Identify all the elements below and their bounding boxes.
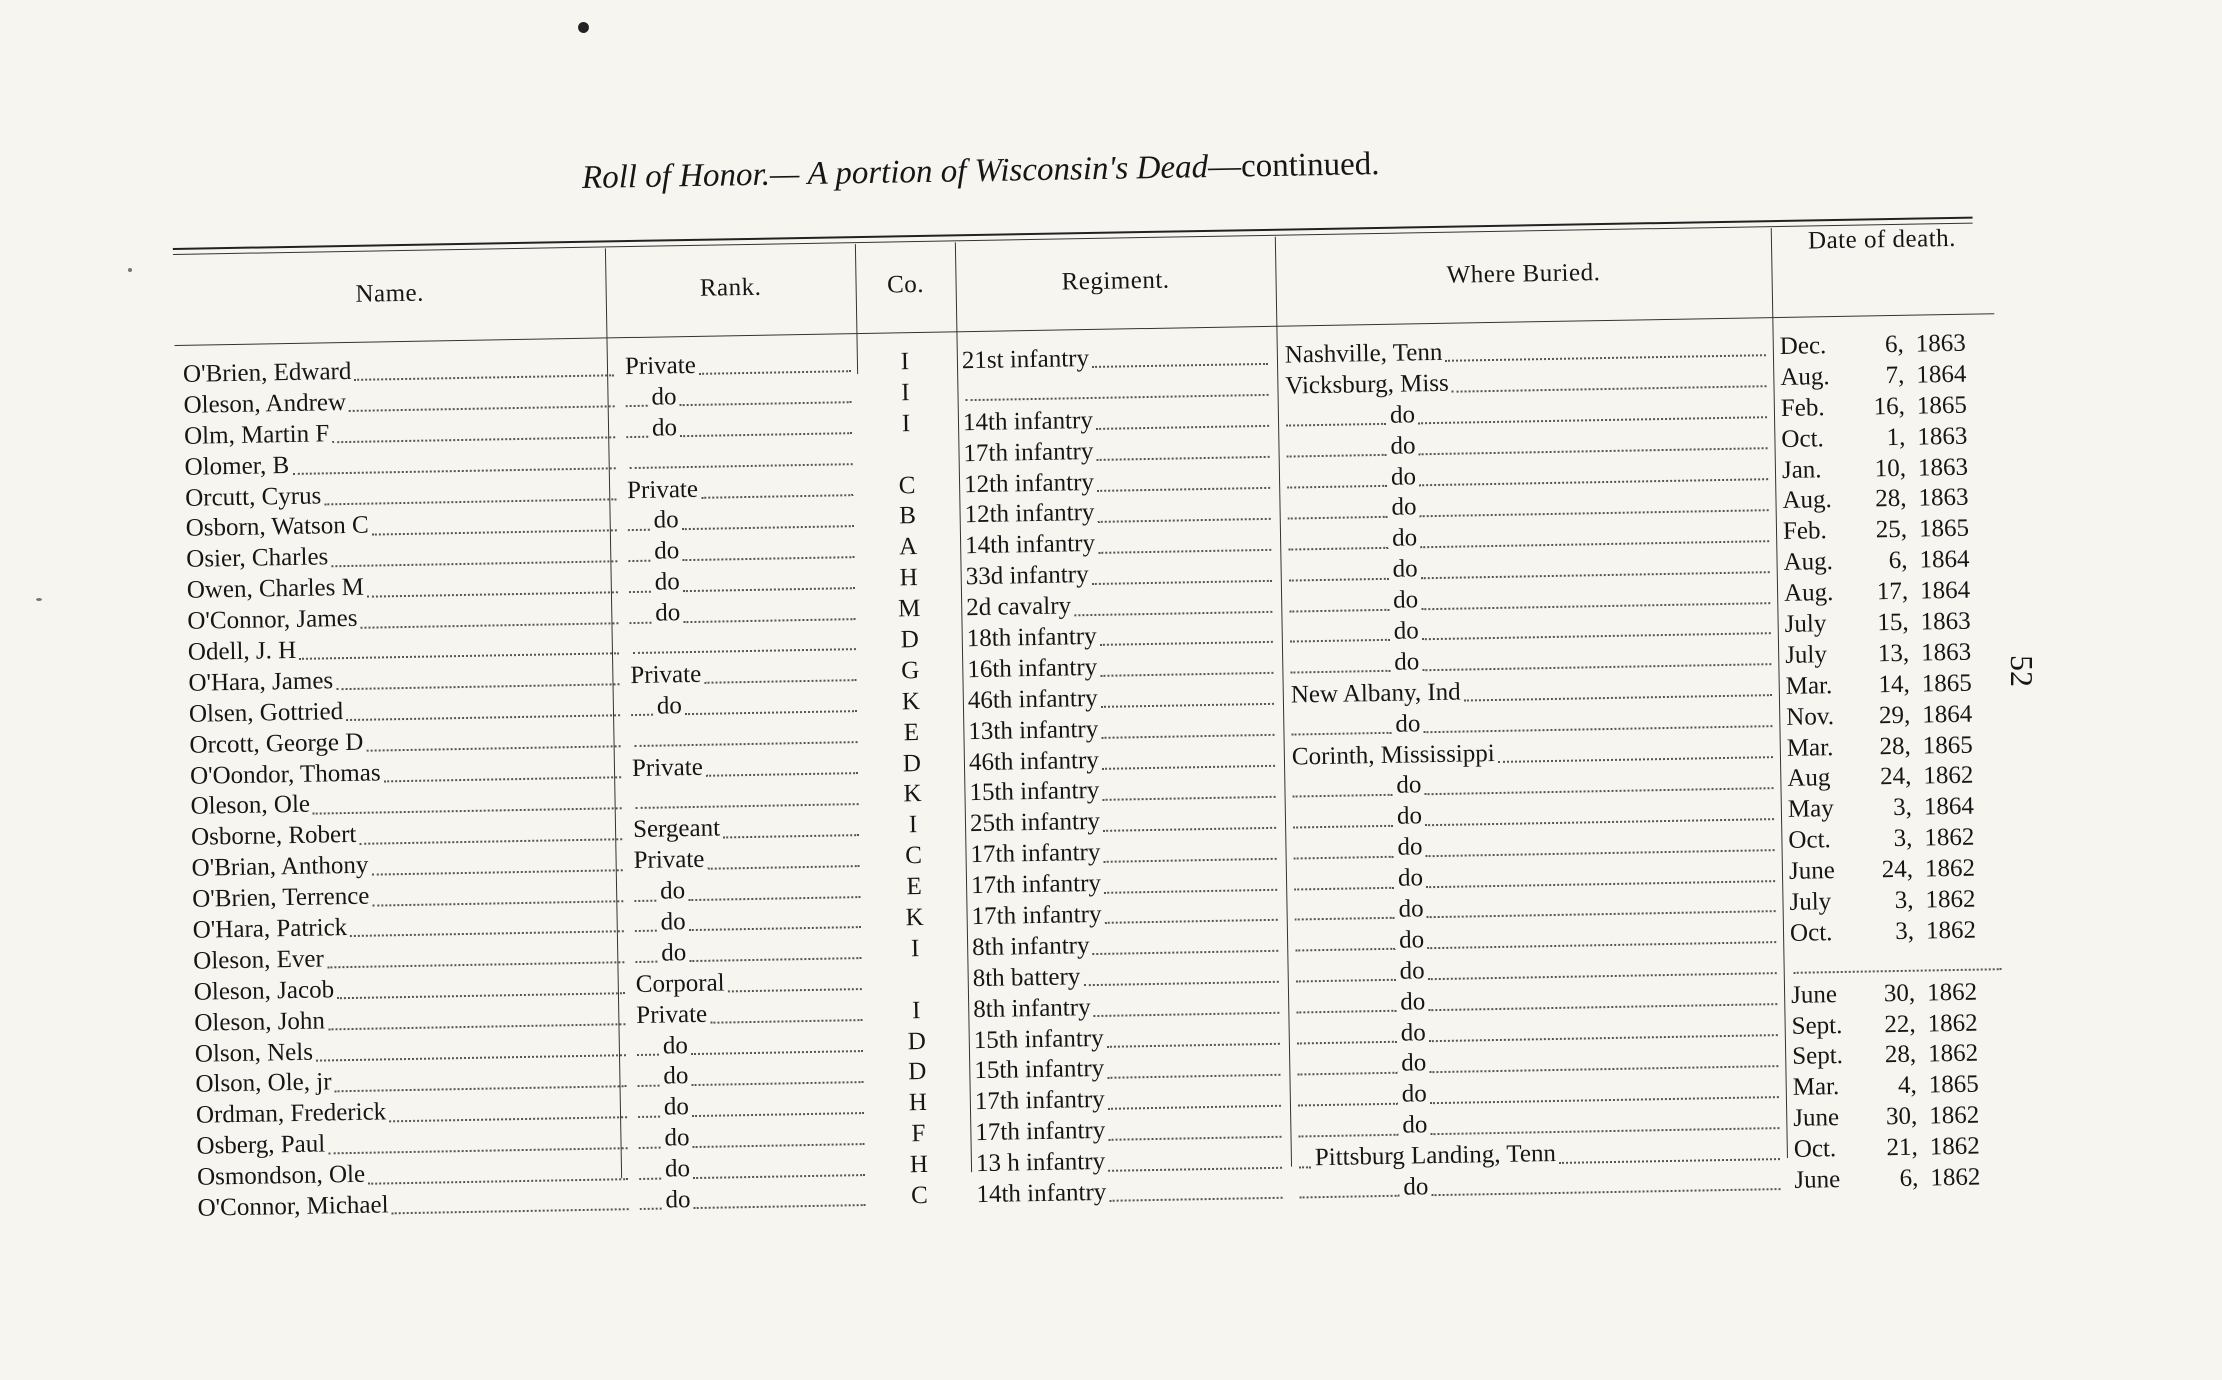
buried-cell: do [1290, 641, 1775, 680]
title-part-continued: —continued. [1207, 146, 1380, 186]
company-cell: H [899, 564, 918, 592]
name-cell: Odell, J. H [188, 630, 623, 668]
rank-cell [630, 626, 861, 661]
rank-cell: Private [632, 750, 863, 785]
regiment-cell: 12th infantry [964, 495, 1274, 531]
buried-cell: do [1291, 703, 1776, 742]
date-cell: Sept. 28, 1862 [1791, 1040, 1979, 1071]
buried-cell: New Albany, Ind [1291, 672, 1776, 711]
company-cell: E [906, 873, 922, 901]
date-cell: Sept. 22, 1862 [1791, 1009, 1978, 1040]
top-rule [173, 217, 1973, 250]
buried-cell: do [1293, 795, 1778, 834]
regiment-cell: 15th infantry [974, 1051, 1284, 1087]
regiment-cell: 16th infantry [967, 650, 1277, 686]
rank-cell: do [638, 1120, 869, 1155]
regiment-cell: 46th infantry [969, 742, 1279, 778]
buried-cell: Pittsburg Landing, Tenn [1299, 1135, 1784, 1174]
table-body [175, 328, 2040, 1225]
date-cell: July 13, 1863 [1784, 638, 1972, 669]
buried-cell: do [1286, 425, 1771, 464]
date-cell [1790, 946, 2006, 981]
name-cell: O'Connor, James [187, 599, 622, 637]
rank-cell: do [637, 1028, 868, 1063]
company-cell: E [903, 718, 920, 746]
rank-cell [626, 441, 857, 476]
header-where-buried: Where Buried. [1446, 259, 1601, 289]
company-cell: I [901, 409, 911, 438]
name-cell: Olson, Nels [195, 1032, 630, 1070]
regiment-cell: 8th infantry [973, 989, 1283, 1025]
buried-cell: do [1297, 1043, 1782, 1082]
date-cell: Oct. 1, 1863 [1781, 422, 1968, 453]
rank-cell: do [628, 564, 859, 599]
regiment-cell: 13 h infantry [976, 1144, 1286, 1180]
company-cell: I [908, 811, 918, 839]
rank-cell [632, 781, 863, 816]
speck [128, 268, 132, 272]
name-cell: O'Hara, James [188, 661, 623, 699]
buried-cell: do [1296, 981, 1781, 1020]
date-cell: Mar. 28, 1865 [1786, 731, 1974, 762]
buried-cell: do [1294, 888, 1779, 927]
buried-cell: do [1298, 1073, 1783, 1112]
rank-cell: do [637, 1058, 868, 1093]
name-cell: Ordman, Frederick [196, 1094, 631, 1132]
buried-cell: do [1299, 1166, 1784, 1205]
rank-cell: Private [633, 842, 864, 877]
buried-cell: do [1294, 857, 1779, 896]
company-cell: D [900, 626, 920, 654]
regiment-cell: 13th infantry [968, 711, 1278, 747]
date-cell: June 30, 1862 [1790, 978, 1978, 1009]
regiment-cell: 8th infantry [972, 928, 1282, 964]
company-cell: K [903, 780, 922, 808]
company-cell: F [911, 1120, 926, 1148]
regiment-cell: 17th infantry [970, 835, 1280, 871]
date-cell: July 15, 1863 [1784, 607, 1971, 638]
buried-cell: do [1296, 1012, 1781, 1051]
company-cell: I [911, 996, 921, 1024]
rank-cell: do [627, 503, 858, 538]
rank-cell: do [635, 935, 866, 970]
company-cell: D [907, 1027, 927, 1055]
name-cell: O'Brien, Edward [183, 352, 618, 390]
company-cell: I [901, 379, 910, 407]
regiment-cell: 15th infantry [969, 773, 1279, 809]
name-cell: Oleson, Andrew [183, 383, 618, 421]
regiment-cell: 12th infantry [964, 464, 1274, 500]
name-cell: Olomer, B [184, 445, 619, 483]
company-cell: H [908, 1089, 928, 1117]
name-cell: Osborn, Watson C [185, 507, 620, 545]
buried-cell: do [1293, 826, 1778, 865]
date-cell: Oct. 3, 1862 [1788, 823, 1975, 855]
date-cell: Nov. 29, 1864 [1786, 700, 1973, 731]
rank-cell: Private [630, 657, 861, 692]
regiment-cell: 21st infantry [962, 341, 1272, 377]
title-part-portion: A portion of [807, 153, 967, 193]
rank-cell: do [628, 533, 859, 568]
date-cell: Aug. 17, 1864 [1783, 576, 1971, 608]
name-cell: O'Oondor, Thomas [190, 754, 625, 792]
regiment-cell: 17th infantry [975, 1082, 1285, 1118]
company-cell: C [904, 842, 923, 870]
rank-cell: Private [625, 348, 856, 383]
name-cell: O'Brian, Anthony [191, 846, 626, 884]
company-cell: G [901, 656, 920, 685]
regiment-cell: 17th infantry [975, 1113, 1285, 1149]
buried-cell: Corinth, Mississippi [1292, 734, 1777, 773]
regiment-cell: 33d infantry [965, 557, 1275, 593]
buried-cell: do [1295, 919, 1780, 958]
name-cell: Oleson, John [194, 1001, 629, 1039]
name-cell: O'Hara, Patrick [192, 908, 627, 946]
buried-cell: do [1289, 610, 1774, 649]
date-cell: Aug. 28, 1863 [1782, 484, 1969, 515]
name-cell: Olm, Martin F [184, 414, 619, 452]
date-cell: Jan. 10, 1863 [1781, 453, 1969, 484]
name-cell: Oleson, Ole [190, 785, 625, 823]
header-date-of-death: Date of death. [1807, 224, 1957, 255]
name-cell: O'Brien, Terrence [192, 877, 627, 915]
rank-cell: do [634, 873, 865, 908]
regiment-cell: 8th battery [972, 959, 1282, 995]
name-cell: Osmondson, Ole [197, 1155, 632, 1193]
rank-cell: do [639, 1182, 870, 1217]
roll-table [172, 168, 2040, 1260]
company-cell: H [909, 1151, 929, 1179]
buried-cell: do [1288, 517, 1773, 556]
ink-blot [576, 20, 590, 34]
company-cell: K [905, 904, 924, 932]
date-cell: July 3, 1862 [1789, 885, 1976, 916]
name-cell: Orcutt, Cyrus [185, 476, 620, 514]
company-cell: A [898, 533, 918, 561]
regiment-cell: 15th infantry [974, 1020, 1284, 1056]
rank-cell: do [631, 688, 862, 723]
rank-cell: Sergeant [633, 811, 864, 846]
buried-cell: do [1298, 1104, 1783, 1143]
rank-cell [631, 719, 862, 754]
rank-cell: Corporal [636, 966, 867, 1001]
rank-cell: do [626, 410, 857, 445]
company-cell: B [899, 502, 917, 530]
header-rank: Rank. [699, 273, 762, 302]
date-cell: Oct. 21, 1862 [1793, 1132, 1981, 1163]
header-name: Name. [355, 279, 425, 308]
company-cell: D [908, 1058, 927, 1086]
buried-cell: Nashville, Tenn [1285, 332, 1770, 371]
header-regiment: Regiment. [1061, 266, 1170, 296]
buried-cell: do [1287, 487, 1772, 526]
regiment-cell: 25th infantry [970, 804, 1280, 840]
buried-cell: do [1288, 548, 1773, 587]
company-cell: C [910, 1182, 929, 1210]
date-cell: June 6, 1862 [1794, 1163, 1981, 1194]
date-cell: Aug. 7, 1864 [1780, 360, 1967, 391]
regiment-cell: 14th infantry [963, 403, 1273, 439]
buried-cell: do [1292, 765, 1777, 804]
company-cell [875, 964, 956, 996]
title-part-roll: Roll of Honor.— [581, 156, 800, 196]
company-cell: M [897, 595, 921, 623]
page-number: 52 [2004, 655, 2040, 687]
name-cell: Oleson, Jacob [194, 970, 629, 1008]
date-cell: Aug 24, 1862 [1787, 762, 1974, 793]
rank-cell: Private [627, 472, 858, 507]
rank-cell: do [629, 595, 860, 630]
date-cell: Dec. 6, 1863 [1779, 329, 1967, 360]
name-cell: Osberg, Paul [196, 1124, 631, 1162]
regiment-cell: 14th infantry [976, 1175, 1286, 1211]
company-cell: I [910, 934, 920, 963]
speck [36, 598, 42, 601]
company-cell: D [902, 749, 922, 777]
regiment-cell: 2d cavalry [966, 588, 1276, 624]
name-cell: Owen, Charles M [187, 568, 622, 606]
regiment-cell: 46th infantry [968, 681, 1278, 717]
buried-cell: do [1286, 394, 1771, 433]
regiment-cell: 17th infantry [971, 897, 1281, 933]
rank-cell: do [639, 1151, 870, 1186]
top-rule-thin [173, 223, 1973, 255]
regiment-cell: 18th infantry [967, 619, 1277, 655]
company-cell: K [901, 687, 921, 716]
header-co: Co. [886, 270, 925, 299]
name-cell: Osborne, Robert [191, 816, 626, 854]
date-cell: Mar. 14, 1865 [1785, 669, 1972, 700]
date-cell: June 30, 1862 [1793, 1101, 1980, 1133]
company-cell: I [900, 348, 910, 376]
company-cell [866, 439, 947, 471]
name-cell: Orcott, George D [189, 723, 624, 761]
regiment-cell: 17th infantry [971, 866, 1281, 902]
rank-cell: do [638, 1089, 869, 1124]
date-cell: Mar. 4, 1865 [1792, 1070, 1979, 1102]
name-cell: Oleson, Ever [193, 939, 628, 977]
name-cell: Olson, Ole, jr [195, 1063, 630, 1101]
date-cell: Feb. 16, 1865 [1780, 391, 1968, 422]
date-cell: Aug. 6, 1864 [1783, 545, 1970, 577]
name-cell: O'Connor, Michael [197, 1186, 632, 1224]
company-cell: C [898, 471, 916, 499]
buried-cell: do [1295, 950, 1780, 989]
name-cell: Olsen, Gottried [189, 692, 624, 730]
rank-cell: do [634, 904, 865, 939]
title-part-wisconsin: Wisconsin's Dead [974, 149, 1209, 190]
date-cell: Feb. 25, 1865 [1782, 515, 1970, 546]
date-cell: Oct. 3, 1862 [1789, 916, 1977, 947]
regiment-cell: 14th infantry [965, 526, 1275, 562]
rank-cell: Private [636, 997, 867, 1032]
buried-cell: do [1289, 579, 1774, 618]
buried-cell: Vicksburg, Miss [1285, 363, 1770, 402]
date-cell: June 24, 1862 [1788, 854, 1976, 886]
date-cell: May 3, 1864 [1787, 793, 1975, 824]
regiment-cell: 17th infantry [963, 433, 1273, 469]
rank-cell: do [625, 379, 856, 414]
buried-cell: do [1287, 456, 1772, 495]
name-cell: Osier, Charles [186, 538, 621, 576]
